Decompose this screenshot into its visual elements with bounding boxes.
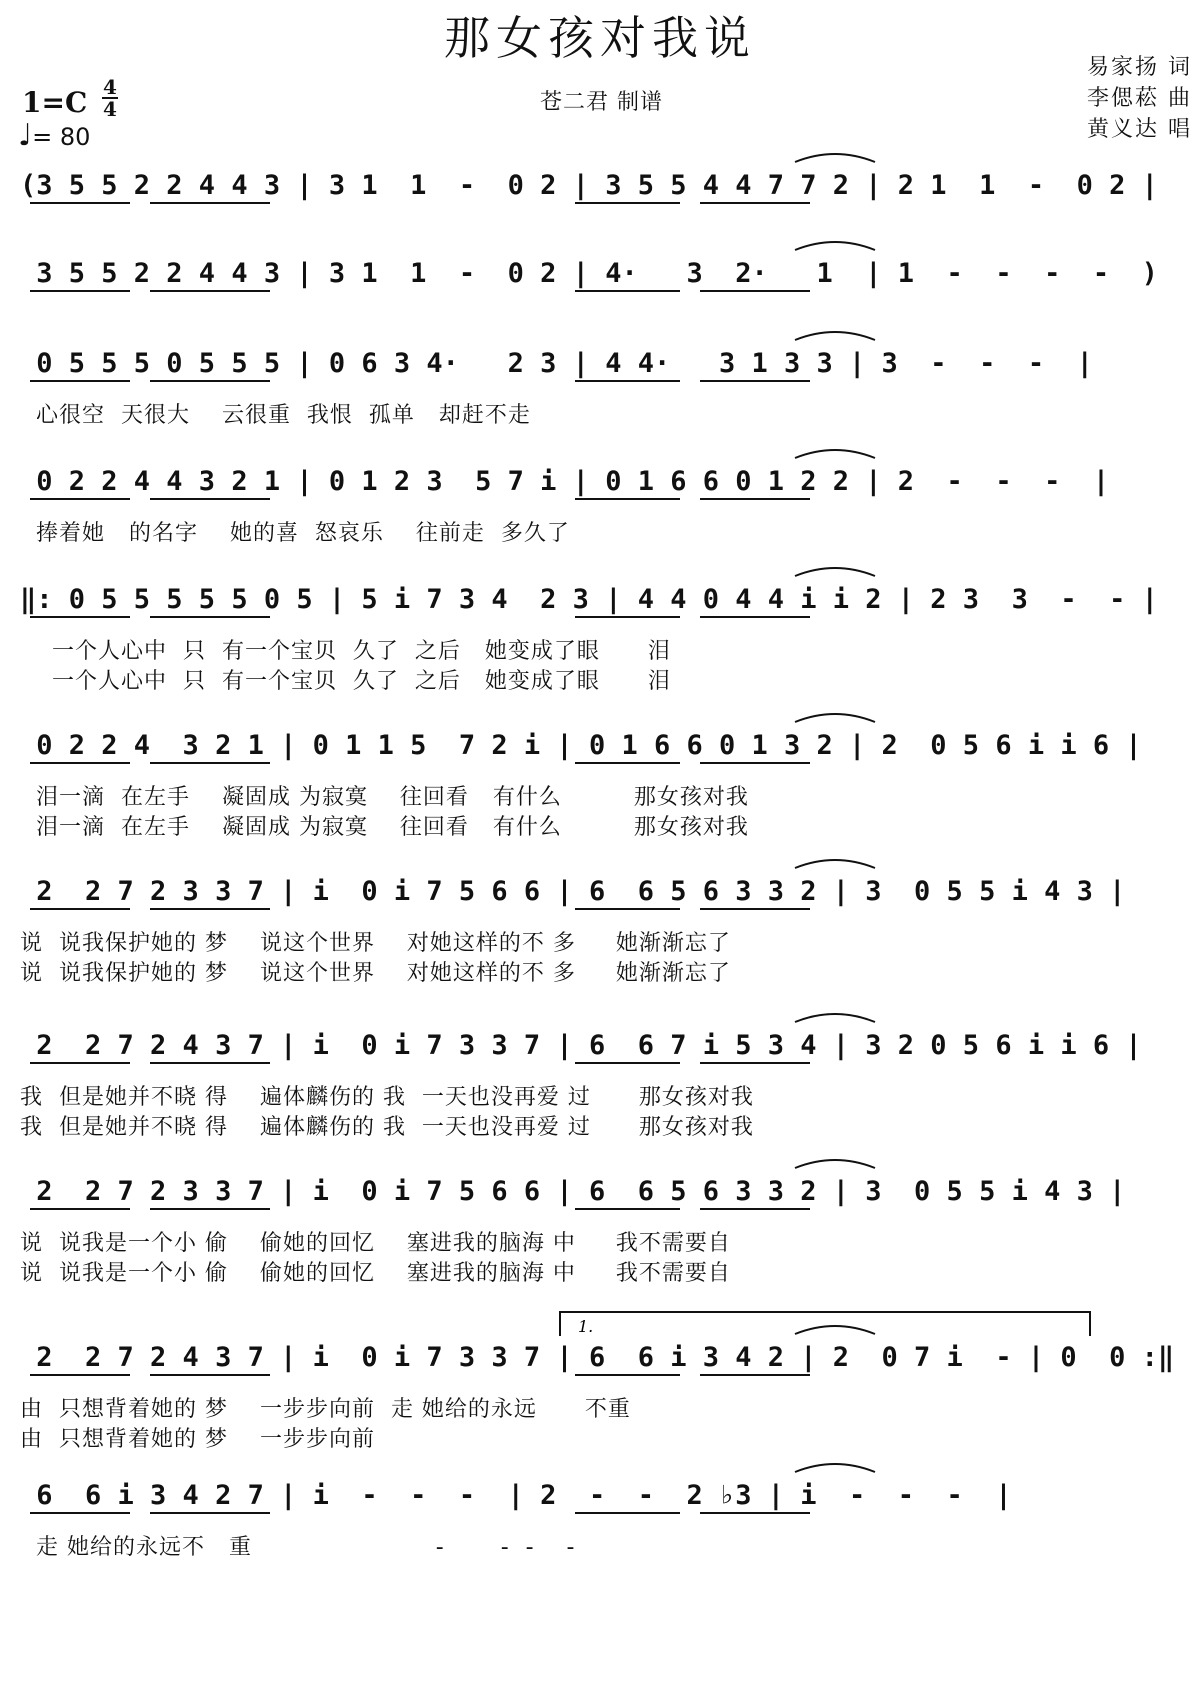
tempo-marking (18, 118, 90, 153)
slur-arc (795, 714, 875, 722)
lyric-line: 由 只想背着她的 梦 一步步向前 (20, 1427, 375, 1452)
time-signature (102, 75, 118, 121)
lyric-line: 我 但是她并不晓 得 遍体麟伤的 我 一天也没再爱 过 那女孩对我 (20, 1115, 754, 1140)
notation-line: 0 5 5 5 0 5 5 5 | 0 6 3 4· 2 3 | 4 4· 3 1 3 3 | 3 - - - | (20, 348, 1093, 379)
slur-arc (795, 1160, 875, 1168)
lyric-line: 一个人心中 只 有一个宝贝 久了 之后 她变成了眼 泪 (20, 669, 671, 694)
lyric-line: 说 说我保护她的 梦 说这个世界 对她这样的不 多 她渐渐忘了 (20, 961, 731, 986)
slur-arc (795, 1014, 875, 1022)
transcriber-credit: 苍二君 制谱 (540, 90, 663, 115)
composer-credit: 李偲菘 曲 (1087, 86, 1192, 111)
slur-arc (795, 332, 875, 340)
slur-arc (795, 1326, 875, 1334)
time-signature-top: 4 (103, 75, 117, 99)
slur-arc (795, 450, 875, 458)
lyric-line: 由 只想背着她的 梦 一步步向前 走 她给的永远 不重 (20, 1397, 631, 1422)
lyric-line: 心很空 天很大 云很重 我恨 孤单 却赶不走 (20, 403, 531, 428)
notation-line: 0 2 2 4 4 3 2 1 | 0 1 2 3 5 7 i | 0 1 6 6 0 1 2 2 | 2 - - - | (20, 466, 1110, 497)
lyricist-credit: 易家扬 词 (1087, 55, 1192, 80)
lyric-line: 我 但是她并不晓 得 遍体麟伤的 我 一天也没再爱 过 那女孩对我 (20, 1085, 754, 1110)
lyric-line: 泪一滴 在左手 凝固成 为寂寞 往回看 有什么 那女孩对我 (20, 785, 749, 810)
lyric-line: 说 说我保护她的 梦 说这个世界 对她这样的不 多 她渐渐忘了 (20, 931, 731, 956)
notation-line: 2 2 7 2 3 3 7 | i 0 i 7 5 6 6 | 6 6 5 6 3 3 2 | 3 0 5 5 i 4 3 | (20, 1176, 1126, 1207)
lyric-line: 说 说我是一个小 偷 偷她的回忆 塞进我的脑海 中 我不需要自 (20, 1231, 731, 1256)
notation-line: 3 5 5 2 2 4 4 3 | 3 1 1 - 0 2 | 4· 3 2· 1 | 1 - - - - ) (20, 258, 1158, 289)
time-signature-bottom: 4 (103, 97, 117, 121)
quarter-note-icon: ♩ (18, 118, 33, 153)
lyric-line: 捧着她 的名字 她的喜 怒哀乐 往前走 多久了 (20, 521, 570, 546)
notation-line: 6 6 i 3 4 2 7 | i - - - | 2 - - 2 ♭3 | i - - - | (20, 1480, 1012, 1511)
slur-arc (795, 242, 875, 250)
song-title: 那女孩对我说 (444, 11, 756, 65)
slur-arc (795, 860, 875, 868)
slur-arc (795, 1464, 875, 1472)
slur-arc (795, 154, 875, 162)
slur-arc (795, 568, 875, 576)
lyric-line: 泪一滴 在左手 凝固成 为寂寞 往回看 有什么 那女孩对我 (20, 815, 749, 840)
singer-credit: 黄义达 唱 (1087, 117, 1192, 142)
volta-bracket (560, 1312, 1090, 1336)
notation-line: (3 5 5 2 2 4 4 3 | 3 1 1 - 0 2 | 3 5 5 4 4 7 7 2 | 2 1 1 - 0 2 | (20, 170, 1158, 201)
volta-label: 1. (578, 1317, 594, 1336)
notation-line: ‖: 0 5 5 5 5 5 0 5 | 5 i 7 3 4 2 3 | 4 4 0 4 4 i i 2 | 2 3 3 - - | (20, 584, 1158, 615)
lyric-line: 一个人心中 只 有一个宝贝 久了 之后 她变成了眼 泪 (20, 639, 671, 664)
notation-line: 2 2 7 2 3 3 7 | i 0 i 7 5 6 6 | 6 6 5 6 3 3 2 | 3 0 5 5 i 4 3 | (20, 876, 1126, 907)
notation-line: 2 2 7 2 4 3 7 | i 0 i 7 3 3 7 | 6 6 i 3 4 2 | 2 0 7 i - | 0 0 :‖ (20, 1342, 1175, 1373)
key-signature: 1=C (22, 86, 88, 119)
lyric-line: 说 说我是一个小 偷 偷她的回忆 塞进我的脑海 中 我不需要自 (20, 1261, 731, 1286)
notation-line: 0 2 2 4 3 2 1 | 0 1 1 5 7 2 i | 0 1 6 6 0 1 3 2 | 2 0 5 6 i i 6 | (20, 730, 1142, 761)
notation-line: 2 2 7 2 4 3 7 | i 0 i 7 3 3 7 | 6 6 7 i 5 3 4 | 3 2 0 5 6 i i 6 | (20, 1030, 1142, 1061)
tempo-value: = 80 (32, 123, 91, 151)
credits-block (1087, 52, 1192, 145)
lyric-line: 走 她给的永远不 重 - - - - (20, 1535, 576, 1560)
